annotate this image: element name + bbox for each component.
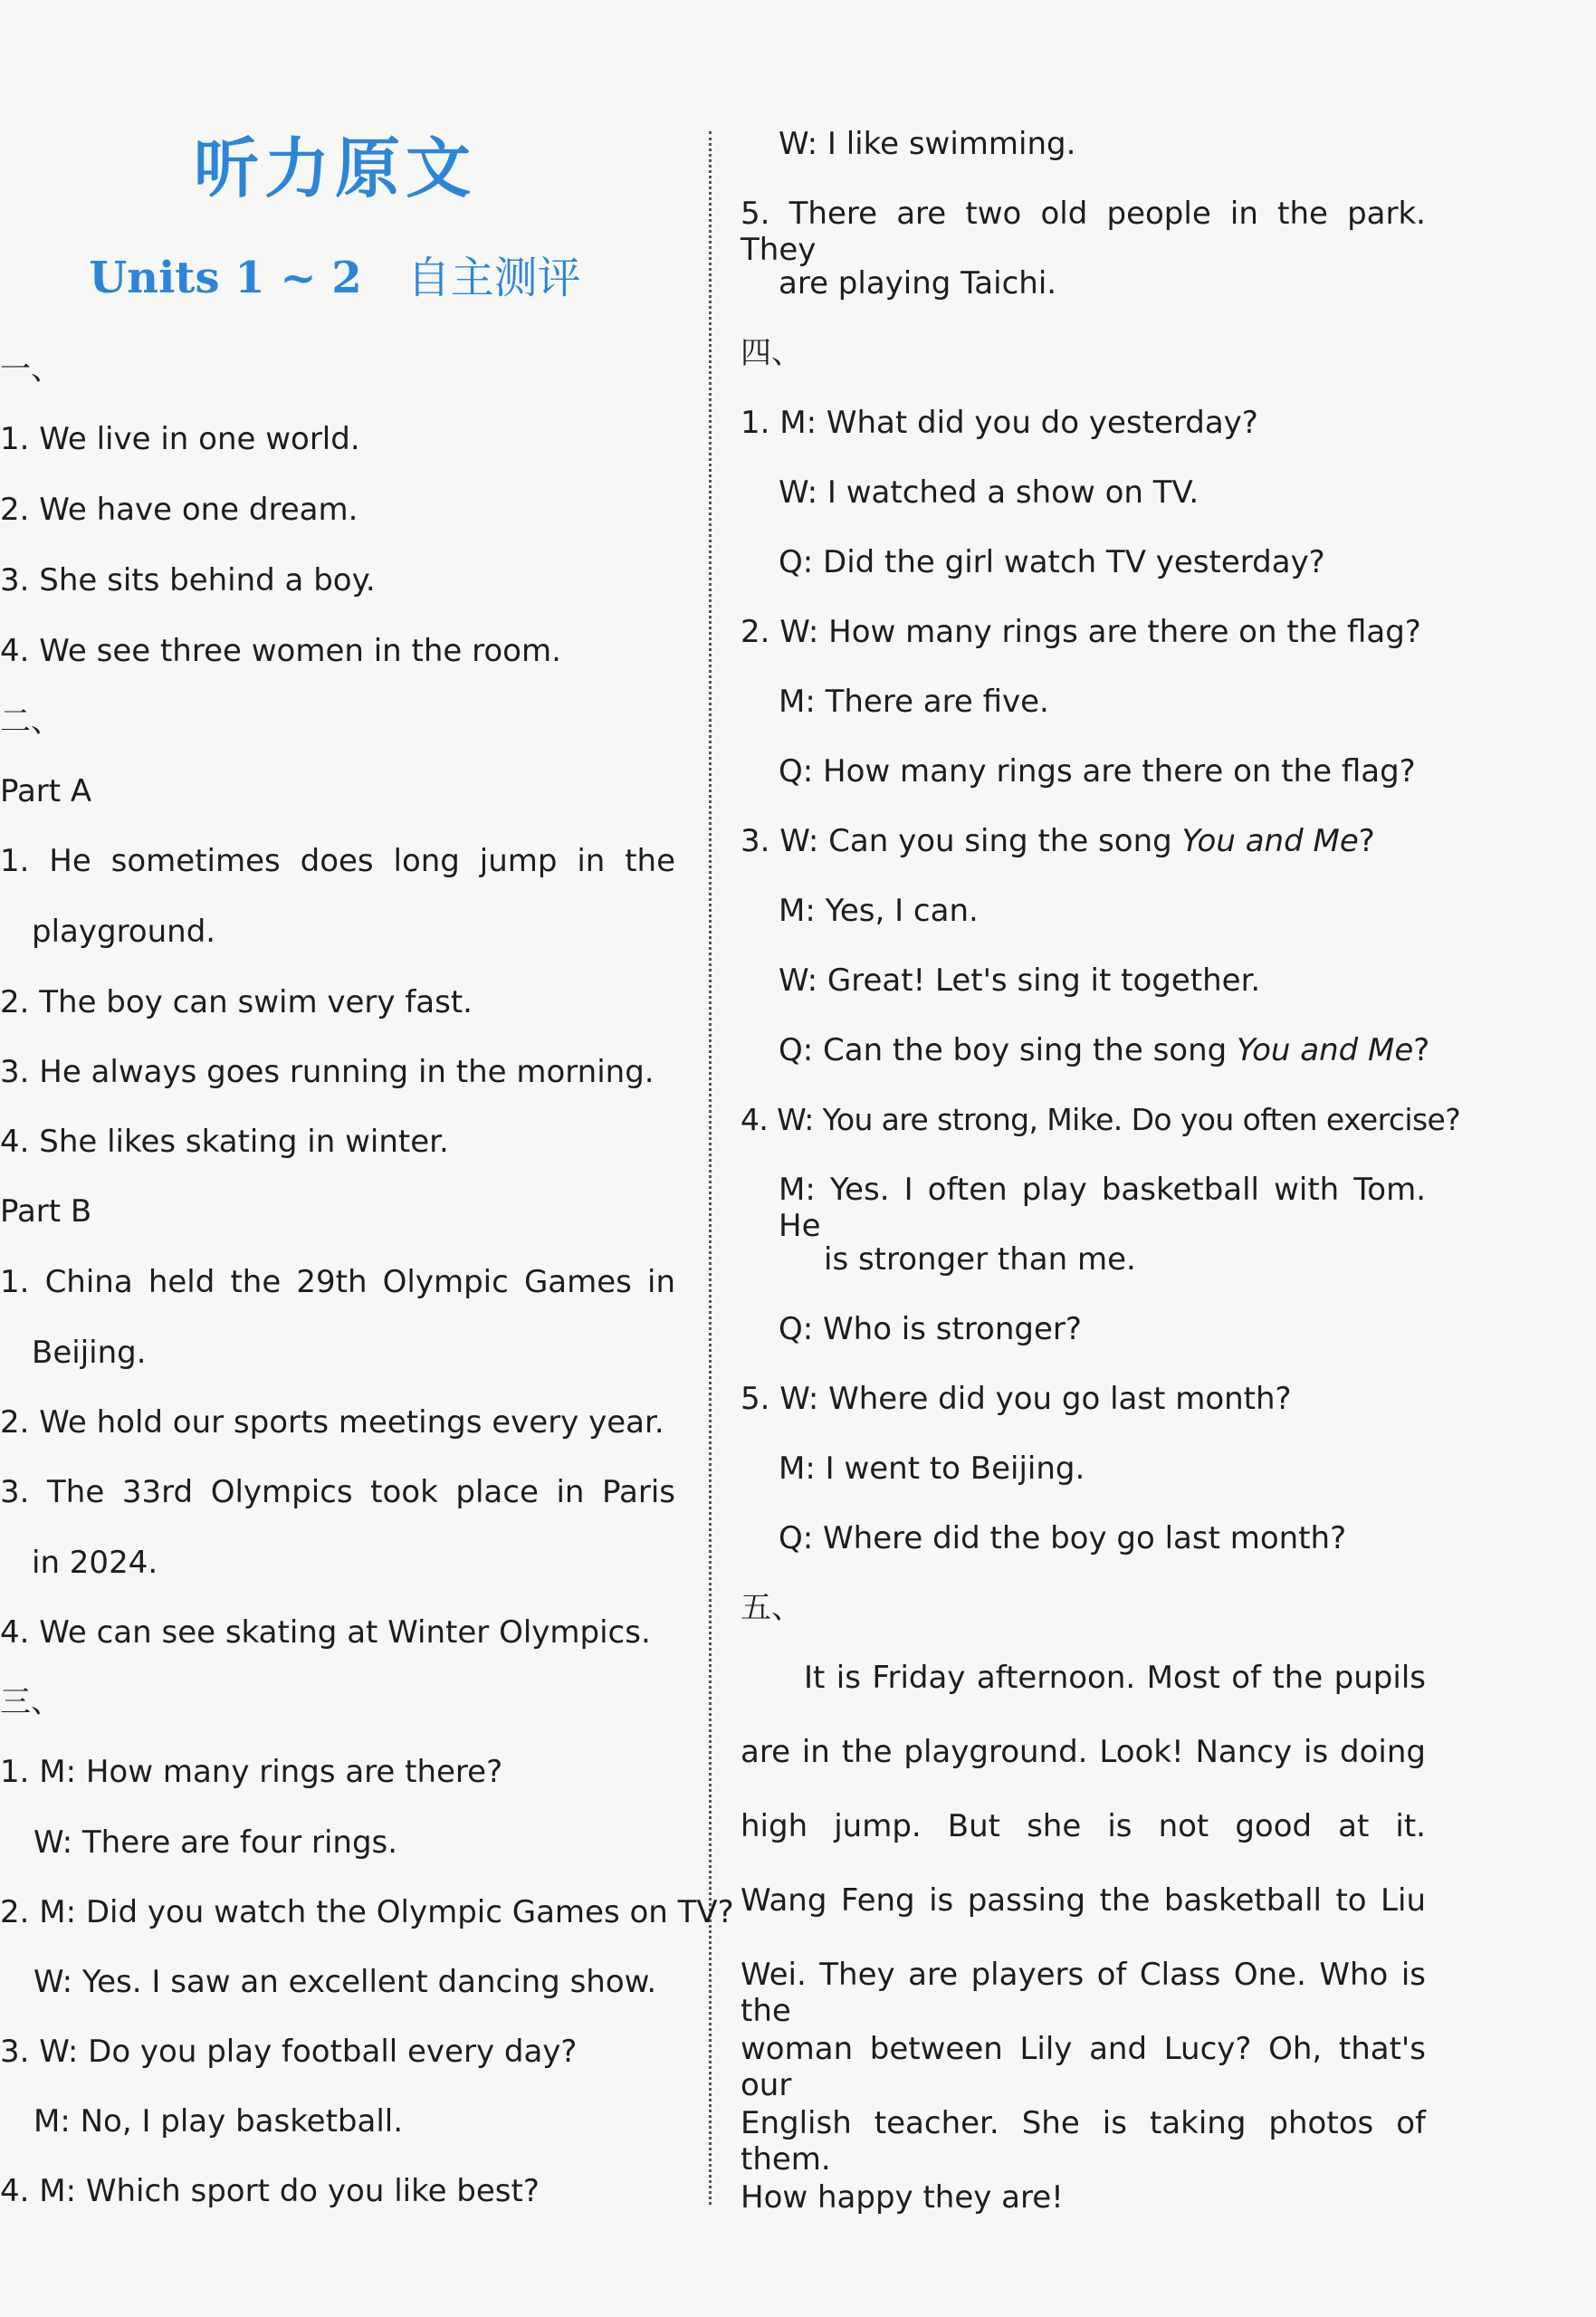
s1-item-2: 2. We have one dream. [0, 492, 358, 528]
d-item-4-m-line-1: M: Yes. I often play basketball with Tom. He [779, 1172, 1426, 1244]
a-item-4: 4. She likes skating in winter. [0, 1124, 449, 1160]
c-item-2-m: 2. M: Did you watch the Olympic Games on TV? [0, 1894, 734, 1930]
b-item-3-line-2: in 2024. [32, 1545, 158, 1581]
units-label: Units 1 ~ 2 [89, 253, 362, 303]
d-item-5-w: 5. W: Where did you go last month? [741, 1381, 1292, 1417]
c-item-4-w: W: I like swimming. [779, 126, 1076, 162]
c-item-2-w: W: Yes. I saw an excellent dancing show. [33, 1964, 657, 2000]
b-item-1-line-1: 1. China held the 29th Olympic Games in [0, 1264, 675, 1300]
section-3-heading: 三、 [0, 1684, 62, 1720]
s1-item-4: 4. We see three women in the room. [0, 633, 561, 669]
d-item-1-q: Q: Did the girl watch TV yesterday? [779, 544, 1325, 580]
passage-line-3: high jump. But she is not good at it. [741, 1808, 1426, 1844]
passage-line-7: English teacher. She is taking photos of them. [741, 2105, 1426, 2178]
passage-line-1: It is Friday afternoon. Most of the pupils [804, 1660, 1426, 1696]
section-2-heading: 二、 [0, 704, 62, 740]
b-item-3-line-1: 3. The 33rd Olympics took place in Paris [0, 1474, 675, 1510]
passage-line-4: Wang Feng is passing the basketball to Liu [741, 1882, 1426, 1919]
d3-q-text: Q: Can the boy sing the song [779, 1032, 1238, 1068]
c-item-5-line-2: are playing Taichi. [779, 265, 1057, 302]
page-title: 听力原文 [193, 130, 476, 206]
d3-q-end: ? [1413, 1032, 1430, 1068]
section-4-heading: 四、 [741, 335, 802, 371]
d-item-5-m: M: I went to Beijing. [779, 1451, 1085, 1487]
c-item-3-w: 3. W: Do you play football every day? [0, 2034, 578, 2070]
c-item-5-line-1: 5. There are two old people in the park. They [741, 196, 1426, 268]
d-item-1-m: 1. M: What did you do yesterday? [741, 405, 1258, 441]
part-a-heading: Part A [0, 773, 92, 809]
page-subtitle [0, 243, 670, 305]
d-item-3-q [779, 1032, 1429, 1068]
a-item-2: 2. The boy can swim very fast. [0, 984, 473, 1020]
d-item-1-w: W: I watched a show on TV. [779, 474, 1199, 511]
d-item-3-w2: W: Great! Let's sing it together. [779, 962, 1261, 999]
a-item-1-line-2: playground. [32, 914, 216, 950]
assessment-label: 自主测评 [406, 253, 581, 303]
d-item-4-w: 4. W: You are strong, Mike. Do you often exercise? [741, 1102, 1461, 1137]
d-item-2-w: 2. W: How many rings are there on the flag? [741, 614, 1421, 650]
d-item-5-q: Q: Where did the boy go last month? [779, 1520, 1347, 1556]
song-title: You and Me [1181, 823, 1359, 859]
section-5-heading: 五、 [741, 1590, 802, 1626]
passage-line-2: are in the playground. Look! Nancy is doing [741, 1734, 1426, 1770]
section-1-heading: 一、 [0, 351, 62, 388]
d3-w-text: 3. W: Can you sing the song [741, 823, 1182, 859]
b-item-1-line-2: Beijing. [32, 1335, 147, 1371]
c-item-1-w: W: There are four rings. [33, 1824, 398, 1861]
d-item-2-q: Q: How many rings are there on the flag? [779, 753, 1416, 790]
d-item-3-w [741, 823, 1375, 859]
part-b-heading: Part B [0, 1193, 92, 1230]
d3-w-end: ? [1358, 823, 1375, 859]
s1-item-1: 1. We live in one world. [0, 421, 360, 457]
c-item-1-m: 1. M: How many rings are there? [0, 1754, 503, 1790]
passage-line-8: How happy they are! [741, 2179, 1064, 2216]
c-item-3-m: M: No, I play basketball. [33, 2103, 404, 2140]
d-item-3-m: M: Yes, I can. [779, 893, 979, 929]
b-item-4: 4. We can see skating at Winter Olympics. [0, 1614, 651, 1651]
a-item-3: 3. He always goes running in the morning. [0, 1054, 655, 1090]
passage-line-6: woman between Lily and Lucy? Oh, that's our [741, 2031, 1426, 2103]
song-title-q: You and Me [1237, 1032, 1414, 1068]
b-item-2: 2. We hold our sports meetings every year. [0, 1404, 664, 1441]
passage-line-5: Wei. They are players of Class One. Who is the [741, 1957, 1426, 2029]
a-item-1-line-1: 1. He sometimes does long jump in the [0, 843, 675, 879]
d-item-2-m: M: There are five. [779, 684, 1049, 720]
s1-item-3: 3. She sits behind a boy. [0, 562, 376, 598]
d-item-4-m-line-2: is stronger than me. [824, 1241, 1136, 1278]
d-item-4-q: Q: Who is stronger? [779, 1311, 1082, 1347]
c-item-4-m: 4. M: Which sport do you like best? [0, 2173, 540, 2209]
